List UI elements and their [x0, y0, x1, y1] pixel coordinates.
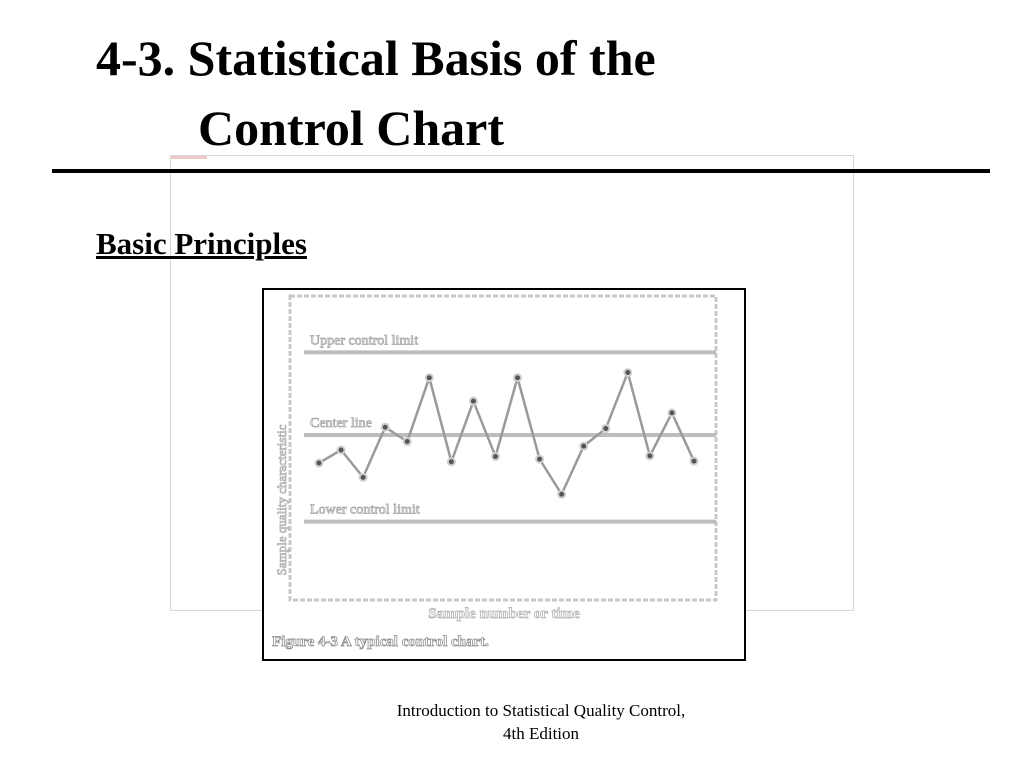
data-point	[316, 460, 323, 467]
data-point	[404, 438, 411, 445]
title-divider	[52, 169, 990, 173]
data-point	[448, 458, 455, 465]
data-point	[514, 374, 521, 381]
data-point	[360, 474, 367, 481]
data-point	[382, 424, 389, 431]
data-point	[602, 425, 609, 432]
data-point	[624, 369, 631, 376]
lcl-label: Lower control limit	[310, 502, 420, 518]
y-axis-label: Sample quality characteristic	[274, 424, 289, 576]
data-point	[558, 491, 565, 498]
data-point	[426, 374, 433, 381]
control-chart-svg	[264, 290, 744, 659]
control-chart-figure	[262, 288, 746, 661]
figure-caption: Figure 4-3 A typical control chart.	[272, 634, 489, 650]
footer-line-1: Introduction to Statistical Quality Control,	[396, 701, 686, 720]
embedded-object-marker	[171, 156, 207, 159]
slide-footer	[340, 699, 742, 745]
footer-line-2: 4th Edition	[502, 724, 580, 743]
data-point	[580, 443, 587, 450]
data-point	[536, 456, 543, 463]
data-point	[492, 453, 499, 460]
slide-title-line-2: Control Chart	[198, 100, 505, 156]
data-point	[470, 398, 477, 405]
section-heading: Basic Principles	[96, 226, 307, 261]
data-point	[668, 409, 675, 416]
data-point	[338, 447, 345, 454]
center-line-label: Center line	[310, 416, 372, 432]
data-point	[646, 452, 653, 459]
ucl-label: Upper control limit	[310, 333, 419, 349]
slide-title-line-1: 4-3. Statistical Basis of the	[96, 30, 656, 86]
data-point	[691, 458, 698, 465]
x-axis-label: Sample number or time	[428, 606, 580, 622]
